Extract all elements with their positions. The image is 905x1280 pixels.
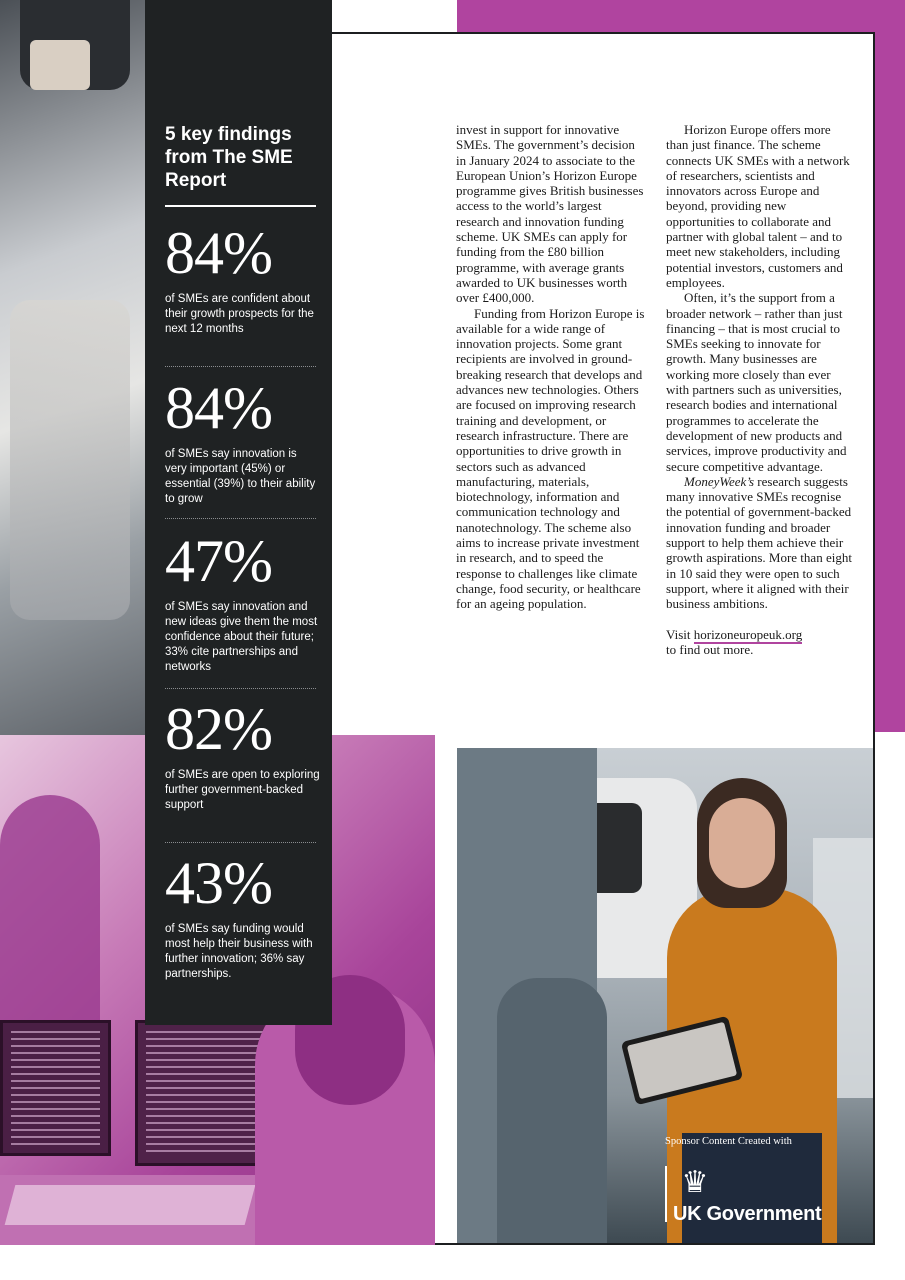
finding-5 <box>165 852 320 982</box>
keyboard <box>5 1185 256 1225</box>
visit-paragraph <box>666 627 856 658</box>
publication-name: MoneyWeek’s <box>684 473 755 489</box>
findings-title: 5 key findings from The SME Report <box>165 124 293 191</box>
article-column-2 <box>666 122 856 657</box>
finding-description: of SMEs say funding would most help their business with further innovation; 36% say partnerships. <box>165 923 313 980</box>
machine-plate <box>30 40 90 90</box>
title-rule <box>165 205 316 207</box>
horizon-europe-link[interactable]: horizoneuropeuk.org <box>693 626 803 642</box>
article-paragraph <box>666 474 856 612</box>
accent-band-side <box>875 32 905 732</box>
man-silhouette <box>457 748 597 1243</box>
frame-line <box>435 1243 875 1245</box>
visit-prefix: Visit <box>666 626 694 642</box>
finding-1 <box>165 222 320 337</box>
finding-description: of SMEs say innovation is very important (45%) or essential (39%) to their ability to grow <box>165 448 316 505</box>
finding-2 <box>165 377 320 507</box>
machine-body <box>10 300 130 620</box>
royal-crest-icon: ♛ <box>681 1166 709 1199</box>
article-column-1 <box>456 122 646 612</box>
finding-3 <box>165 530 320 675</box>
finding-divider <box>165 366 316 367</box>
lab-machine-photo <box>0 0 145 735</box>
frame-line <box>873 32 875 1245</box>
finding-divider <box>165 518 316 519</box>
finding-divider <box>165 688 316 689</box>
finding-figure: 82% <box>165 696 272 762</box>
logo-divider <box>665 1166 667 1222</box>
article-paragraph: Horizon Europe offers more than just finance. The scheme connects UK SMEs with a network of researchers, scientists and innovators across Europe and beyond, providing new opportunities to collaborate and partner with global talent – and to meet new stakeholders, including potential investors, customers and employees. <box>666 122 850 290</box>
finding-figure: 84% <box>165 375 272 441</box>
sponsor-label: Sponsor Content Created with <box>665 1136 792 1147</box>
accent-band-top <box>457 0 905 32</box>
finding-divider <box>165 842 316 843</box>
finding-figure: 43% <box>165 850 272 916</box>
article-paragraph: invest in support for innovative SMEs. The government’s decision in January 2024 to associate to the European Union’s Horizon Europe programme gives British businesses access to the world’s largest research and innovation funding scheme. UK SMEs can apply for funding from the £80 billion programme, with average grants awarded to UK businesses worth over £400,000. <box>456 122 644 306</box>
article-paragraph: Often, it’s the support from a broader network – rather than just financing – that is most crucial to SMEs seeking to innovate for growth. Many businesses are working more closely than ever with partners such as universities, research bodies and international programmes to accelerate the development of new products and services, improve productivity and secure competitive advantage. <box>666 290 847 474</box>
finding-figure: 47% <box>165 528 272 594</box>
researchers-photo <box>457 748 873 1243</box>
finding-description: of SMEs say innovation and new ideas give them the most confidence about their future; 33% cite partnerships and networks <box>165 601 318 673</box>
article-paragraph: Funding from Horizon Europe is available for a wide range of innovation projects. Some grant recipients are involved in ground-breaking research that develops and advances new technologies. Others are focused on improving research training and development, or research infrastructure. There are opportunities to drive growth in sectors such as advanced manufacturing, materials, biotechnology, information and communication technology and nanotechnology. The scheme also aims to increase private investment in research, and to speed the response to challenges like climate change, food security, or healthcare for an ageing population. <box>456 305 645 612</box>
computer-monitor <box>0 1020 111 1156</box>
finding-description: of SMEs are confident about their growth prospects for the next 12 months <box>165 293 314 335</box>
finding-figure: 84% <box>165 220 272 286</box>
frame-line <box>332 32 875 34</box>
uk-government-logo: UK Government <box>673 1203 822 1225</box>
key-findings-panel <box>145 0 332 1025</box>
visit-suffix: to find out more. <box>666 641 754 657</box>
person-silhouette <box>0 795 100 1055</box>
finding-4 <box>165 698 320 813</box>
paragraph-text: research suggests many innovative SMEs recognise the potential of government-backed innovation funding and broader support to help them achieve their growth aspirations. More than eight in 10 said they were open to such support, where it aligned with their business ambitions. <box>666 473 852 612</box>
finding-description: of SMEs are open to exploring further government-backed support <box>165 769 320 811</box>
